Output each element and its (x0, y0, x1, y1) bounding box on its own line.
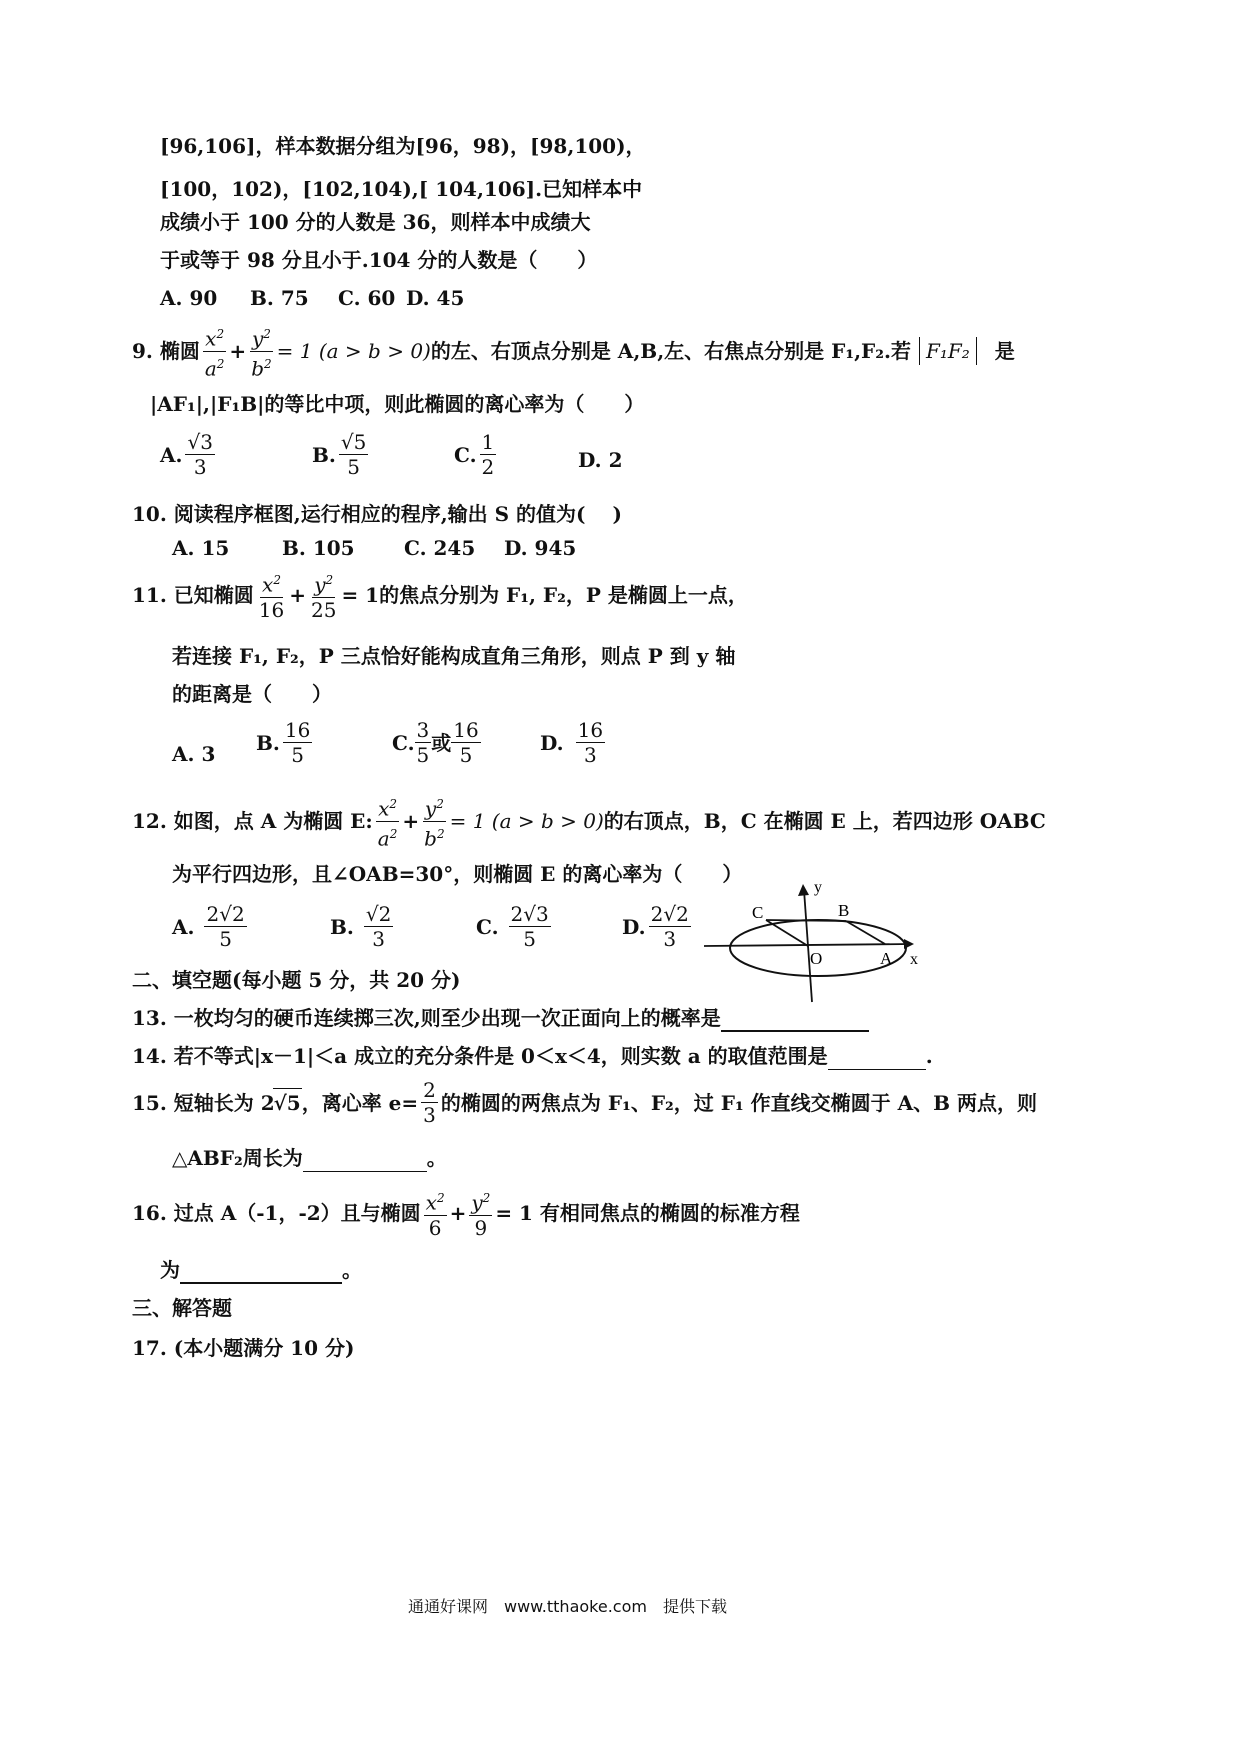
q14: 14. 若不等式|x－1|＜a 成立的充分条件是 0＜x＜4，则实数 a 的取值范围是 . (132, 1044, 933, 1068)
q9-option-d: D. 2 (578, 448, 623, 472)
q9-option-a: A. $\frac{√3}{3}$ (160, 430, 213, 479)
q8-option-b: B. 75 (250, 286, 309, 310)
q16-line2: 为 。 (160, 1258, 362, 1282)
q11-option-a: A. 3 (172, 742, 216, 766)
q12-line2: 为平行四边形，且∠OAB=30°，则椭圆 E 的离心率为（ ） (172, 862, 743, 886)
page-footer: 通通好课网 www.tthaoke.com 提供下载 (408, 1597, 727, 1616)
q12-option-a: A. $\frac{2√2}{5}$ (172, 902, 245, 951)
q16-answer-blank (180, 1282, 342, 1284)
q12-fraction-y: $\frac{y^2}{b^2}$ (422, 792, 446, 850)
q15-line2: △ABF₂周长为 。 (172, 1146, 447, 1170)
q10-option-a: A. 15 (172, 536, 230, 560)
q11-equation: = 1 (341, 582, 380, 607)
q12-fraction-x: $\frac{x^2}{a^2}$ (376, 792, 400, 850)
q8-line2: [100，102)，[102,104),[ 104,106].已知样本中 (160, 177, 643, 201)
q9-rest: 的左、右顶点分别是 A,B,左、右焦点分别是 F₁,F₂.若 (430, 339, 911, 364)
q13: 13. 一枚均匀的硬币连续掷三次,则至少出现一次正面向上的概率是 (132, 1004, 869, 1032)
label-o: O (810, 949, 823, 968)
q11-option-c: C. $\frac{3}{5}$ 或 $\frac{16}{5}$ (392, 718, 479, 767)
q12-option-b: B. $\frac{√2}{3}$ (330, 902, 392, 951)
q17: 17. (本小题满分 10 分) (132, 1336, 355, 1360)
q12-equation: = 1 (a > b > 0) (449, 809, 604, 834)
q9-fraction-y: $\frac{y^2}{b^2}$ (249, 322, 273, 380)
section-2-heading: 二、填空题(每小题 5 分，共 20 分) (132, 968, 461, 992)
label-a: A (880, 949, 893, 968)
q9-end: 是 (994, 339, 1015, 364)
q11-number: 11. 已知椭圆 (132, 582, 254, 607)
q12-ellipse-figure (700, 878, 930, 1008)
q8-line3: 成绩小于 100 分的人数是 36，则样本中成绩大 (160, 210, 591, 234)
q9-number: 9. 椭圆 (132, 339, 200, 364)
q12-rest: 的右顶点，B，C 在椭圆 E 上，若四边形 OABC (603, 809, 1046, 834)
q11-stem: 11. 已知椭圆 $\frac{x^2}{16}$ + $\frac{y^2}{25}$ = 1 的焦点分别为 F₁, F₂，P 是椭圆上一点， (132, 568, 748, 622)
q15-answer-blank (303, 1171, 427, 1172)
q11-line3: 的距离是（ ） (172, 682, 332, 706)
q9-option-b: B. $\frac{√5}{5}$ (312, 430, 367, 479)
segment-oc (766, 920, 808, 946)
section-3-heading: 三、解答题 (132, 1296, 232, 1320)
q10-option-b: B. 105 (282, 536, 355, 560)
q9-abs-f1f2: F₁F₂ (919, 337, 977, 365)
q11-line2: 若连接 F₁, F₂，P 三点恰好能构成直角三角形，则点 P 到 y 轴 (172, 644, 736, 668)
q13-answer-blank (721, 1030, 869, 1032)
q8-option-d: D. 45 (406, 286, 465, 310)
q10-stem: 10. 阅读程序框图,运行相应的程序,输出 S 的值为( ) (132, 502, 622, 526)
q10-option-c: C. 245 (404, 536, 476, 560)
q8-line1: [96,106]，样本数据分组为[96，98)，[98,100)， (160, 134, 646, 158)
y-axis-arrow (798, 884, 809, 896)
q11-fraction-y: $\frac{y^2}{25}$ (309, 568, 338, 622)
q11-rest: 的焦点分别为 F₁, F₂，P 是椭圆上一点， (379, 582, 748, 607)
q12-option-c: C. $\frac{2√3}{5}$ (476, 902, 549, 951)
q9-option-c: C. $\frac{1}{2}$ (454, 430, 495, 479)
label-x: x (910, 951, 918, 968)
q9-stem: 9. 椭圆 $\frac{x^2}{a^2}$ + $\frac{y^2}{b^2}$ = 1 (a > b > 0) 的左、右顶点分别是 A,B,左、右焦点分别是 F₁,F₂.若 F₁F₂ 是 (132, 322, 1015, 380)
label-y: y (814, 879, 822, 896)
q12-stem: 12. 如图，点 A 为椭圆 E: $\frac{x^2}{a^2}$ + $\frac{y^2}{b^2}$ = 1 (a > b > 0) 的右顶点，B，C 在椭圆 E 上，若四边形 OABC (132, 792, 1046, 850)
q9-equation: = 1 (a > b > 0) (276, 339, 431, 364)
q8-option-a: A. 90 (160, 286, 218, 310)
q16: 16. 过点 A（-1，-2）且与椭圆 $\frac{x^2}{6}$ + $\frac{y^2}{9}$ = 1 有相同焦点的椭圆的标准方程 (132, 1186, 800, 1240)
q15-sqrt-5: √5 (273, 1088, 302, 1117)
q14-answer-blank (828, 1069, 926, 1070)
x-axis-arrow (904, 939, 914, 949)
q8-line4: 于或等于 98 分且小于.104 分的人数是（ ） (160, 248, 598, 272)
q8-option-c: C. 60 (338, 286, 396, 310)
q11-fraction-x: $\frac{x^2}{16}$ (257, 568, 286, 622)
segment-cb (766, 920, 846, 921)
q12-option-d: D. $\frac{2√2}{3}$ (622, 902, 689, 951)
q9-fraction-x: $\frac{x^2}{a^2}$ (203, 322, 227, 380)
q10-option-d: D. 945 (504, 536, 577, 560)
label-b: B (838, 901, 850, 920)
q11-option-b: B. $\frac{16}{5}$ (256, 718, 311, 767)
label-c: C (752, 903, 764, 922)
q11-option-d: D. $\frac{16}{3}$ (540, 718, 604, 767)
q9-line2: |AF₁|,|F₁B|的等比中项，则此椭圆的离心率为（ ） (150, 392, 645, 416)
q15: 15. 短轴长为 2 √5 ，离心率 e= $\frac{2}{3}$ 的椭圆的两焦点为 F₁、F₂，过 F₁ 作直线交椭圆于 A、B 两点，则 (132, 1078, 1038, 1127)
q12-number: 12. 如图，点 A 为椭圆 E: (132, 809, 373, 834)
